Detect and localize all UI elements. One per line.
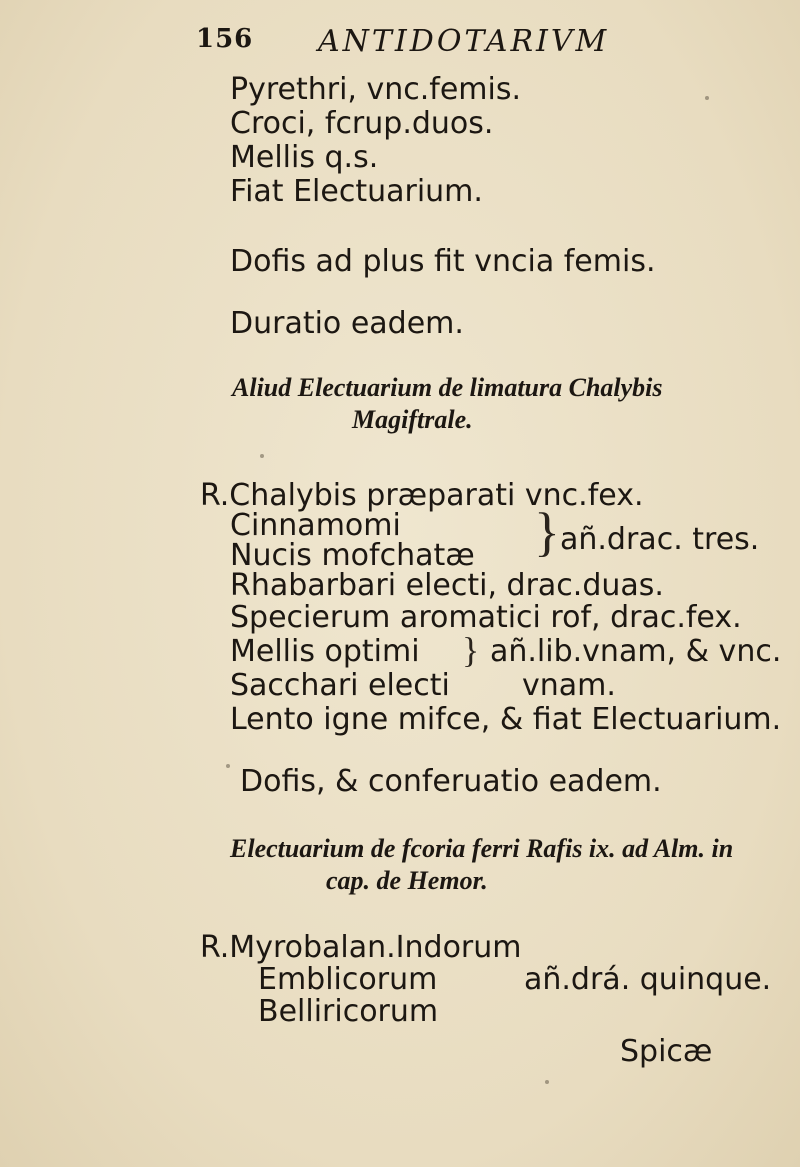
recipe-line-myrobalan: R.Myrobalan.Indorum xyxy=(200,930,522,965)
recipe-line-lento: Lento igne mifce, & fiat Electuarium. xyxy=(230,702,782,737)
dosage-conservation-line: Dofis, & conferuatio eadem. xyxy=(240,764,662,799)
recipe-line-specierum: Specierum aromatici rof, drac.fex. xyxy=(230,600,742,635)
quantity-vnam: vnam. xyxy=(522,668,616,703)
dosage-line: Dofis ad plus fit vncia femis. xyxy=(230,244,656,279)
paper-speck xyxy=(260,454,264,458)
recipe-line-emblicorum: Emblicorum xyxy=(258,962,438,997)
recipe-line-mellis: Mellis q.s. xyxy=(230,140,379,175)
paper-speck xyxy=(545,1080,549,1084)
section-heading-scoria-cont: cap. de Hemor. xyxy=(326,866,488,895)
recipe-line-croci: Croci, fcrup.duos. xyxy=(230,106,494,141)
recipe-line-mellis-optimi: Mellis optimi xyxy=(230,634,420,669)
quantity-ana-drac-tres: añ.drac. tres. xyxy=(560,522,760,557)
brace-mark: } xyxy=(534,502,560,562)
section-heading-scoria: Electuarium de fcoria ferri Rafis ix. ad Alm. in xyxy=(230,834,734,863)
recipe-line-nucis: Nucis mofchatæ xyxy=(230,538,475,573)
duration-line: Duratio eadem. xyxy=(230,306,464,341)
section-heading-chalybis-cont: Magiftrale. xyxy=(352,405,473,434)
recipe-line-fiat: Fiat Electuarium. xyxy=(230,174,483,209)
section-heading-chalybis: Aliud Electuarium de limatura Chalybis xyxy=(232,373,663,402)
recipe-line-rhabarbari: Rhabarbari electi, drac.duas. xyxy=(230,568,664,603)
recipe-line-belliricorum: Belliricorum xyxy=(258,994,439,1029)
quantity-ana-dra-quinque: añ.drá. quinque. xyxy=(524,962,772,997)
paper-speck xyxy=(226,764,230,768)
recipe-line-cinnamomi: Cinnamomi xyxy=(230,508,401,543)
page-number: 156 xyxy=(196,24,254,54)
recipe-line-chalybis: R.Chalybis præparati vnc.fex. xyxy=(200,478,644,513)
recipe-line-pyrethri: Pyrethri, vnc.femis. xyxy=(230,72,522,107)
brace-mark: } xyxy=(462,630,480,670)
catchword: Spicæ xyxy=(620,1034,713,1069)
running-title: ANTIDOTARIVM xyxy=(318,24,610,59)
paper-speck xyxy=(705,96,709,100)
recipe-line-sacchari: Sacchari electi xyxy=(230,668,450,703)
quantity-ana-lib: añ.lib.vnam, & vnc. xyxy=(490,634,782,669)
